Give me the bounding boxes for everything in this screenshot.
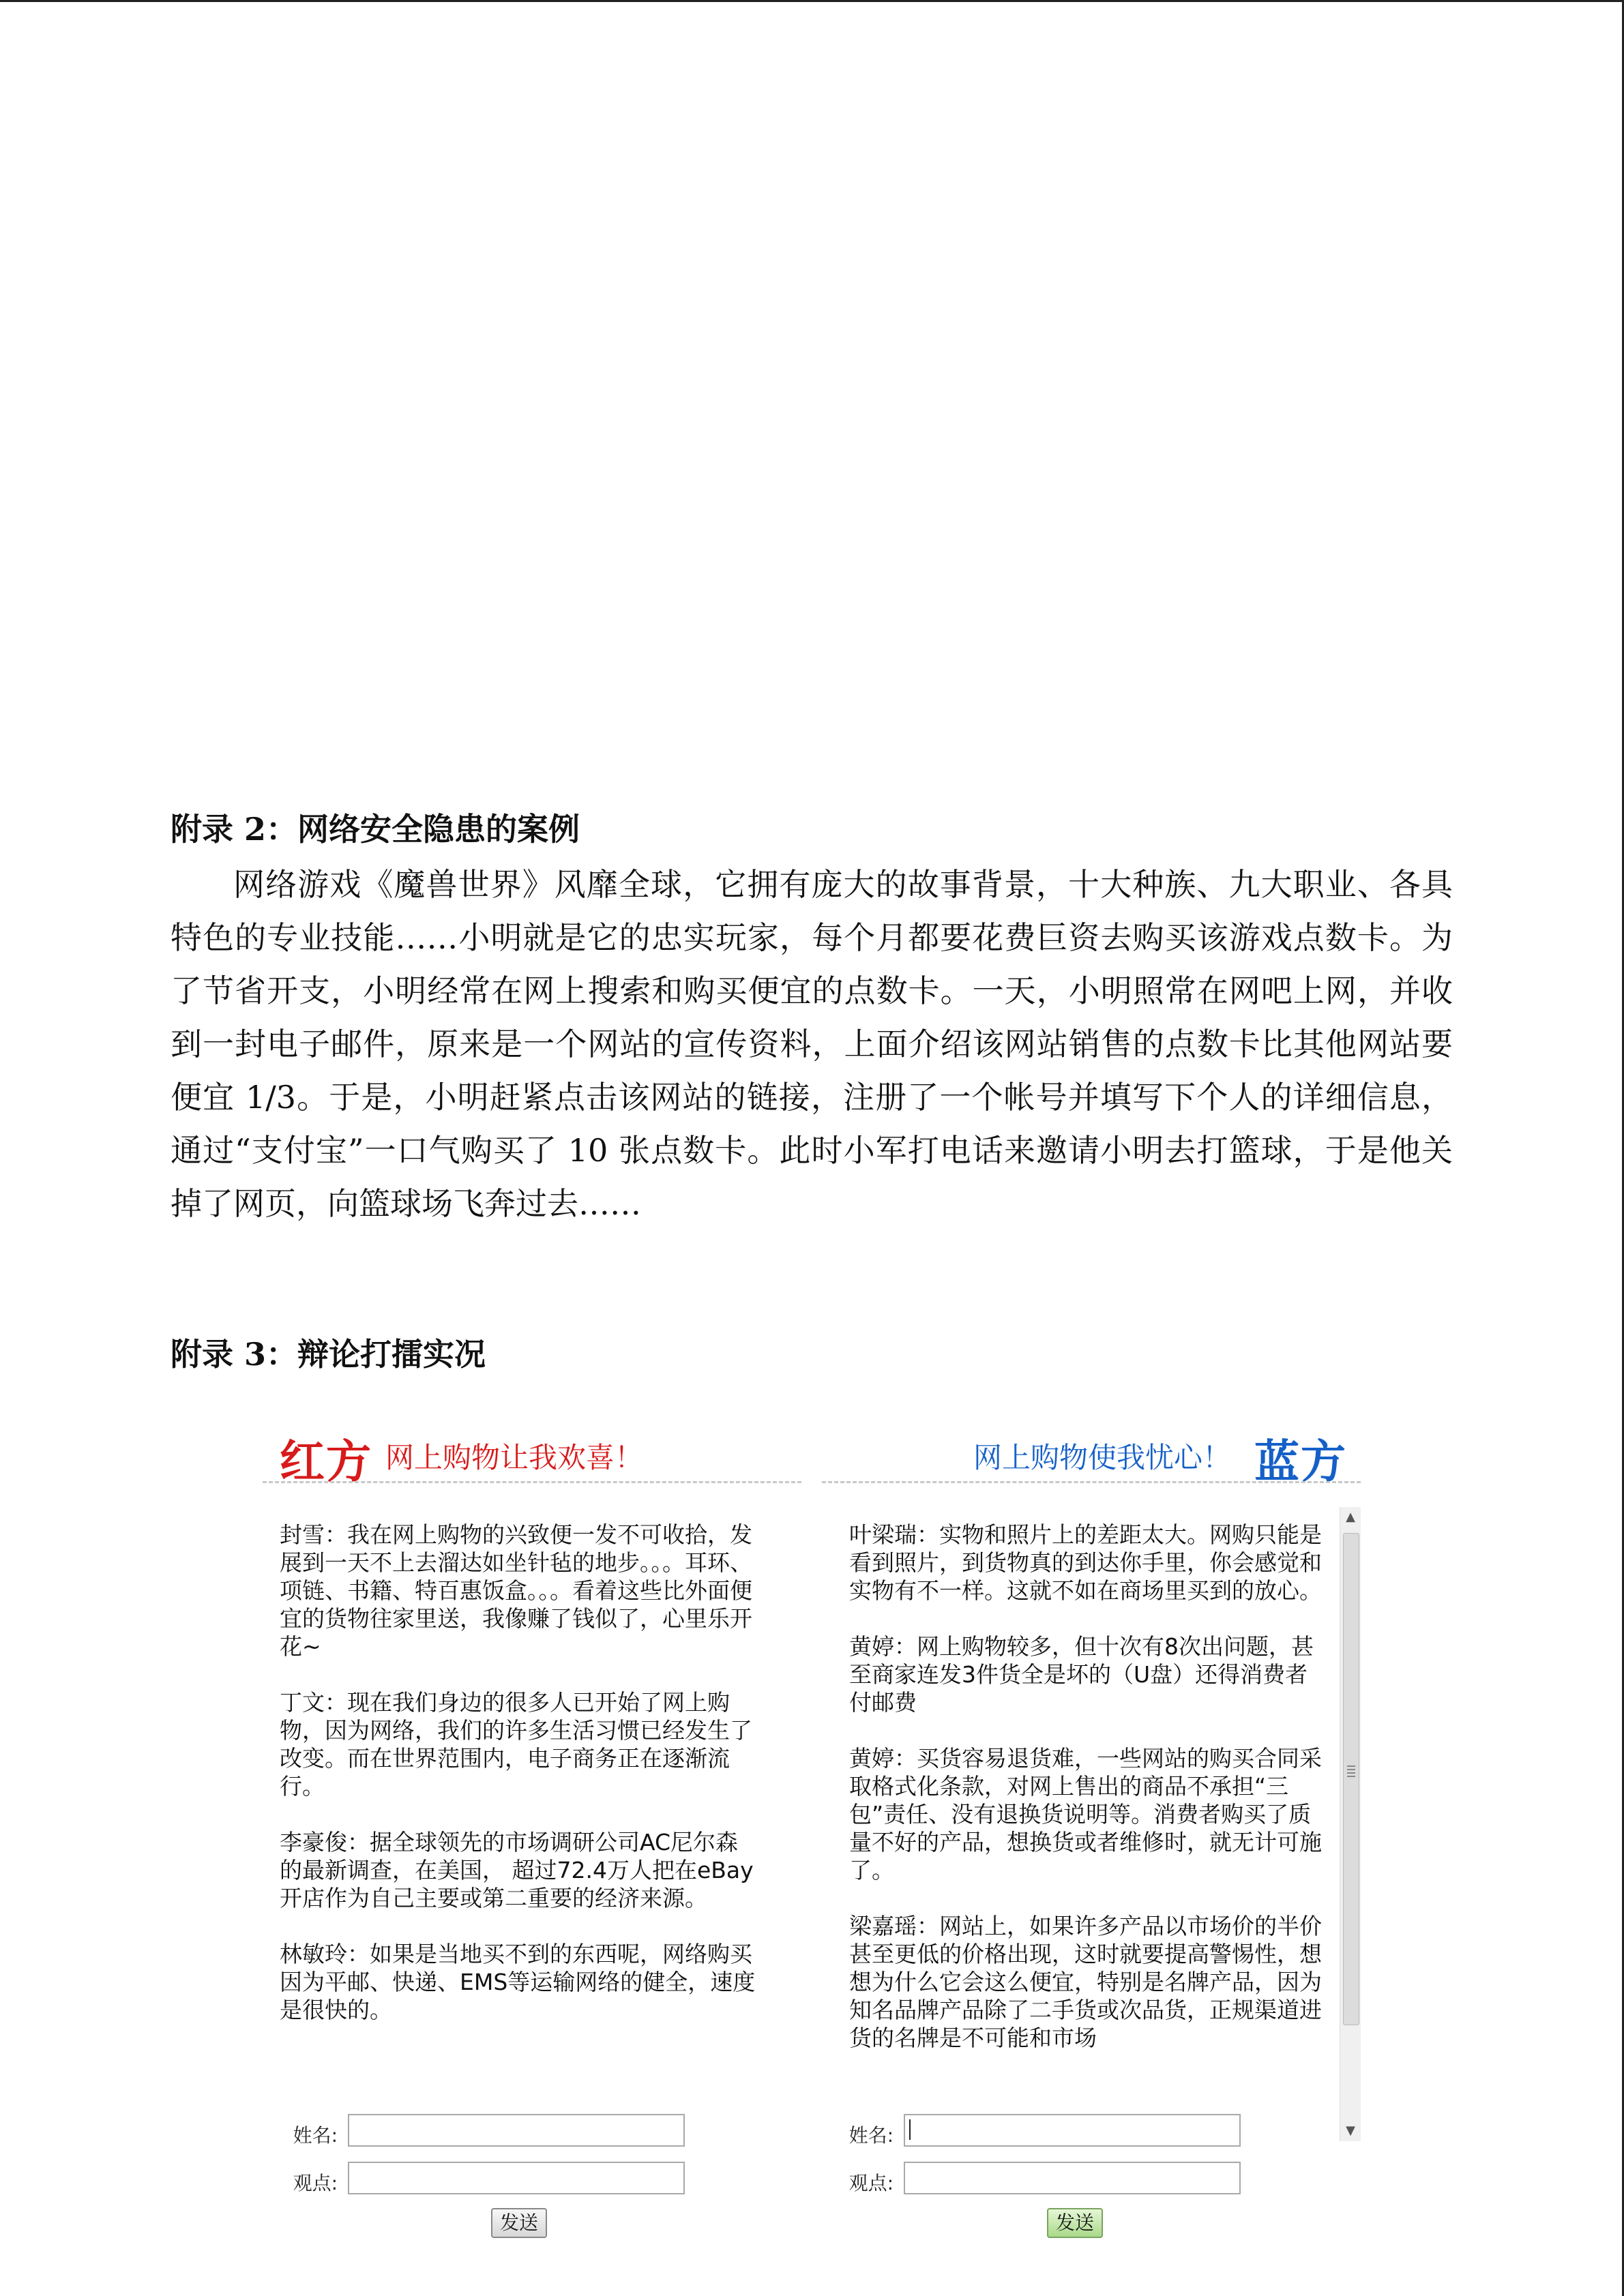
blue-name-label: 姓名: — [848, 2124, 894, 2147]
blue-view-input[interactable] — [904, 2162, 1241, 2194]
red-name-label: 姓名: — [293, 2124, 338, 2147]
red-side-slogan: 网上购物让我欢喜！ — [385, 1441, 644, 1474]
red-name-row — [283, 2114, 692, 2149]
list-item: 黄婷：网上购物较多，但十次有8次出问题，甚至商家连发3件货全是坏的（U盘）还得消费者付邮费 — [849, 1633, 1314, 1716]
appendix-2-heading: 附录 2：网络安全隐患的案例 — [171, 811, 580, 848]
blue-send-button[interactable]: 发送 — [1047, 2208, 1103, 2238]
red-message-list — [280, 1521, 757, 2052]
blue-view-row — [839, 2162, 1248, 2197]
blue-side-header — [822, 1418, 1361, 1488]
red-view-row — [283, 2162, 692, 2197]
appendix-3-heading: 附录 3：辩论打擂实况 — [171, 1336, 486, 1373]
page-top-border — [0, 0, 1624, 2]
blue-divider — [822, 1481, 1361, 1483]
list-item: 李豪俊：据全球领先的市场调研公司AC尼尔森的最新调查，在美国， 超过72.4万人把在eBay开店作为自己主要或第二重要的经济来源。 — [280, 1829, 754, 1911]
blue-message-box[interactable] — [822, 1507, 1361, 2141]
grip-icon — [1347, 1765, 1355, 1779]
blue-message-list — [849, 1521, 1327, 2080]
red-send-button[interactable]: 发送 — [491, 2208, 547, 2238]
list-item: 黄婷：买货容易退货难，一些网站的购买合同采取格式化条款，对网上售出的商品不承担“三包”责任、没有退换货说明等。消费者购买了质量不好的产品，想换货或者维修时，就无计可施了。 — [849, 1745, 1322, 1883]
list-item: 叶梁瑞：实物和照片上的差距太大。网购只能是看到照片，到货物真的到达你手里，你会感觉和实物有不一样。这就不如在商场里买到的放心。 — [849, 1521, 1322, 1604]
red-name-input[interactable] — [348, 2114, 685, 2147]
blue-side-label: 蓝方 — [1254, 1435, 1347, 1488]
scroll-down-icon[interactable]: ▼ — [1346, 2123, 1355, 2138]
red-side-header — [263, 1418, 801, 1488]
debate-area — [263, 1418, 1361, 2257]
red-side-label: 红方 — [280, 1435, 372, 1488]
blue-scrollbar[interactable] — [1340, 1507, 1361, 2141]
list-item: 丁文：现在我们身边的很多人已开始了网上购物，因为网络，我们的许多生活习惯已经发生了改变。而在世界范围内，电子商务正在逐渐流行。 — [280, 1689, 752, 1800]
scrollbar-thumb[interactable] — [1343, 1533, 1359, 2025]
blue-name-row — [839, 2114, 1248, 2149]
text-caret — [909, 2119, 911, 2140]
list-item: 林敏玲：如果是当地买不到的东西呢，网络购买因为平邮、快递、EMS等运输网络的健全，速度是很快的。 — [280, 1941, 756, 2023]
blue-name-input[interactable] — [904, 2114, 1241, 2147]
red-view-label: 观点: — [293, 2172, 338, 2194]
appendix-2-paragraph: 网络游戏《魔兽世界》风靡全球，它拥有庞大的故事背景，十大种族、九大职业、各具特色的专业技能……小明就是它的忠实玩家，每个月都要花费巨资去购买该游戏点数卡。为了节省开支，小明经常在网上搜索和购买便宜的点数卡。一天，小明照常在网吧上网，并收到一封电子邮件，原来是一个网站的宣传资料，上面介绍该网站销售的点数卡比其他网站要便宜 1/3。于是，小明赶紧点击该网站的链接，注册了一个帐号并填写下个人的详细信息，通过“支付宝”一口气购买了 10 张点数卡。此时小军打电话来邀请小明去打篮球，于是他关掉了网页，向篮球场飞奔过去…… — [171, 866, 1453, 1222]
list-item: 封雪：我在网上购物的兴致便一发不可收拾，发展到一天不上去溜达如坐针毡的地步。。。耳环、项链、书籍、特百惠饭盒。。。看着这些比外面便宜的货物往家里送，我像赚了钱似了，心里乐开花~ — [280, 1521, 752, 1660]
list-item: 梁嘉瑶：网站上，如果许多产品以市场价的半价甚至更低的价格出现，这时就要提高警惕性，想想为什么它会这么便宜，特别是名牌产品，因为知名品牌产品除了二手货或次品货，正规渠道进货的名牌是不可能和市场 — [849, 1913, 1322, 2051]
scroll-up-icon[interactable]: ▲ — [1346, 1510, 1355, 1524]
red-view-input[interactable] — [348, 2162, 685, 2194]
red-divider — [263, 1481, 801, 1483]
blue-view-label: 观点: — [848, 2172, 894, 2194]
blue-side-slogan: 网上购物使我忧心！ — [973, 1441, 1231, 1474]
